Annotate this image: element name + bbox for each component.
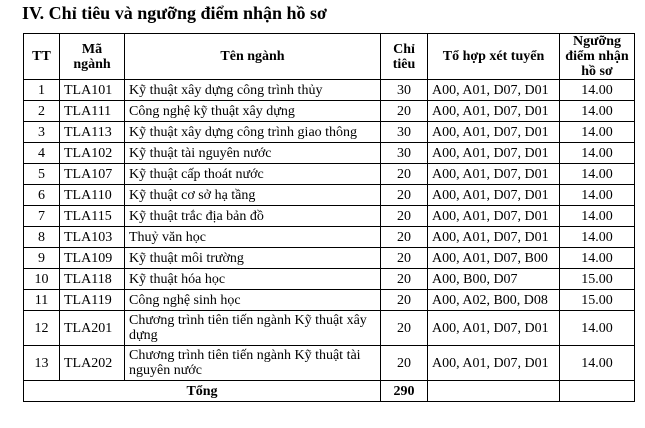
cell-ten-nganh: Kỹ thuật xây dựng công trình thủy: [125, 80, 381, 101]
cell-tt: 1: [24, 80, 60, 101]
cell-ma-nganh: TLA109: [60, 248, 125, 269]
cell-ten-nganh: Kỹ thuật môi trường: [125, 248, 381, 269]
cell-chi-tieu: 20: [381, 185, 428, 206]
cell-ma-nganh: TLA110: [60, 185, 125, 206]
cell-to-hop: A00, A01, D07, D01: [428, 164, 560, 185]
cell-ten-nganh: Kỹ thuật tài nguyên nước: [125, 143, 381, 164]
cell-nguong-diem: 14.00: [560, 122, 635, 143]
table-row: [24, 122, 635, 143]
cell-ten-nganh: Chương trình tiên tiến ngành Kỹ thuật xây dựng: [125, 311, 381, 346]
cell-nguong-diem: 14.00: [560, 143, 635, 164]
cell-to-hop: A00, A02, B00, D08: [428, 290, 560, 311]
cell-ten-nganh: Kỹ thuật cơ sở hạ tầng: [125, 185, 381, 206]
cell-chi-tieu: 20: [381, 248, 428, 269]
table-row: [24, 290, 635, 311]
cell-ma-nganh: TLA201: [60, 311, 125, 346]
cell-nguong-diem: 14.00: [560, 185, 635, 206]
table-row: [24, 248, 635, 269]
table-row: [24, 80, 635, 101]
cell-ten-nganh: Kỹ thuật xây dựng công trình giao thông: [125, 122, 381, 143]
cell-ma-nganh: TLA101: [60, 80, 125, 101]
cell-nguong-diem: 14.00: [560, 206, 635, 227]
cell-to-hop: A00, A01, D07, D01: [428, 206, 560, 227]
table-row: [24, 206, 635, 227]
cell-ma-nganh: TLA118: [60, 269, 125, 290]
cell-ma-nganh: TLA113: [60, 122, 125, 143]
cell-ma-nganh: TLA119: [60, 290, 125, 311]
cell-tt: 5: [24, 164, 60, 185]
cell-chi-tieu: 20: [381, 311, 428, 346]
cell-ma-nganh: TLA107: [60, 164, 125, 185]
header-to-hop: Tổ hợp xét tuyển: [428, 34, 560, 80]
cell-chi-tieu: 30: [381, 143, 428, 164]
admission-table: [23, 33, 635, 402]
cell-tt: 3: [24, 122, 60, 143]
cell-to-hop: A00, A01, D07, D01: [428, 311, 560, 346]
cell-ma-nganh: TLA103: [60, 227, 125, 248]
table-row: [24, 311, 635, 346]
total-value: 290: [381, 381, 428, 402]
cell-ma-nganh: TLA115: [60, 206, 125, 227]
cell-ma-nganh: TLA111: [60, 101, 125, 122]
cell-to-hop: A00, A01, D07, D01: [428, 143, 560, 164]
cell-chi-tieu: 30: [381, 122, 428, 143]
table-row: [24, 269, 635, 290]
cell-tt: 13: [24, 346, 60, 381]
section-heading: IV. Chỉ tiêu và ngưỡng điểm nhận hồ sơ: [22, 3, 327, 23]
cell-chi-tieu: 20: [381, 290, 428, 311]
table-row: [24, 101, 635, 122]
total-label: Tổng: [24, 381, 381, 402]
cell-ma-nganh: TLA102: [60, 143, 125, 164]
table-row: [24, 185, 635, 206]
cell-ten-nganh: Công nghệ sinh học: [125, 290, 381, 311]
cell-chi-tieu: 20: [381, 206, 428, 227]
cell-nguong-diem: 14.00: [560, 101, 635, 122]
cell-chi-tieu: 30: [381, 80, 428, 101]
cell-to-hop: A00, A01, D07, D01: [428, 80, 560, 101]
cell-nguong-diem: 14.00: [560, 227, 635, 248]
cell-to-hop: A00, A01, D07, D01: [428, 227, 560, 248]
cell-ten-nganh: Kỹ thuật trắc địa bản đồ: [125, 206, 381, 227]
cell-tt: 11: [24, 290, 60, 311]
header-nguong-diem: Ngưỡng điểm nhận hồ sơ: [560, 34, 635, 80]
cell-to-hop: A00, A01, D07, D01: [428, 122, 560, 143]
cell-ten-nganh: Thuỷ văn học: [125, 227, 381, 248]
cell-ten-nganh: Kỹ thuật cấp thoát nước: [125, 164, 381, 185]
table-row: [24, 346, 635, 381]
cell-tt: 7: [24, 206, 60, 227]
header-ten-nganh: Tên ngành: [125, 34, 381, 80]
table-header-row: [24, 34, 635, 80]
cell-to-hop: A00, A01, D07, D01: [428, 185, 560, 206]
table-row: [24, 227, 635, 248]
cell-tt: 12: [24, 311, 60, 346]
cell-to-hop: A00, A01, D07, D01: [428, 101, 560, 122]
table-body: [24, 80, 635, 381]
cell-tt: 8: [24, 227, 60, 248]
cell-ma-nganh: TLA202: [60, 346, 125, 381]
table-total-row: [24, 381, 635, 402]
cell-to-hop: A00, B00, D07: [428, 269, 560, 290]
cell-ten-nganh: Công nghệ kỹ thuật xây dựng: [125, 101, 381, 122]
table-row: [24, 143, 635, 164]
cell-chi-tieu: 20: [381, 346, 428, 381]
header-ma-nganh: Mã ngành: [60, 34, 125, 80]
cell-tt: 6: [24, 185, 60, 206]
cell-nguong-diem: 14.00: [560, 164, 635, 185]
cell-nguong-diem: 14.00: [560, 80, 635, 101]
cell-nguong-diem: 15.00: [560, 269, 635, 290]
cell-tt: 2: [24, 101, 60, 122]
cell-ten-nganh: Kỹ thuật hóa học: [125, 269, 381, 290]
cell-nguong-diem: 15.00: [560, 290, 635, 311]
cell-chi-tieu: 20: [381, 269, 428, 290]
cell-to-hop: A00, A01, D07, D01: [428, 346, 560, 381]
cell-nguong-diem: 14.00: [560, 248, 635, 269]
total-empty-cell: [428, 381, 560, 402]
cell-chi-tieu: 20: [381, 101, 428, 122]
cell-ten-nganh: Chương trình tiên tiến ngành Kỹ thuật tài nguyên nước: [125, 346, 381, 381]
cell-chi-tieu: 20: [381, 164, 428, 185]
header-chi-tieu: Chỉ tiêu: [381, 34, 428, 80]
cell-tt: 10: [24, 269, 60, 290]
total-empty-cell: [560, 381, 635, 402]
cell-tt: 4: [24, 143, 60, 164]
table-row: [24, 164, 635, 185]
header-tt: TT: [24, 34, 60, 80]
cell-chi-tieu: 20: [381, 227, 428, 248]
cell-tt: 9: [24, 248, 60, 269]
cell-to-hop: A00, A01, D07, B00: [428, 248, 560, 269]
cell-nguong-diem: 14.00: [560, 346, 635, 381]
cell-nguong-diem: 14.00: [560, 311, 635, 346]
